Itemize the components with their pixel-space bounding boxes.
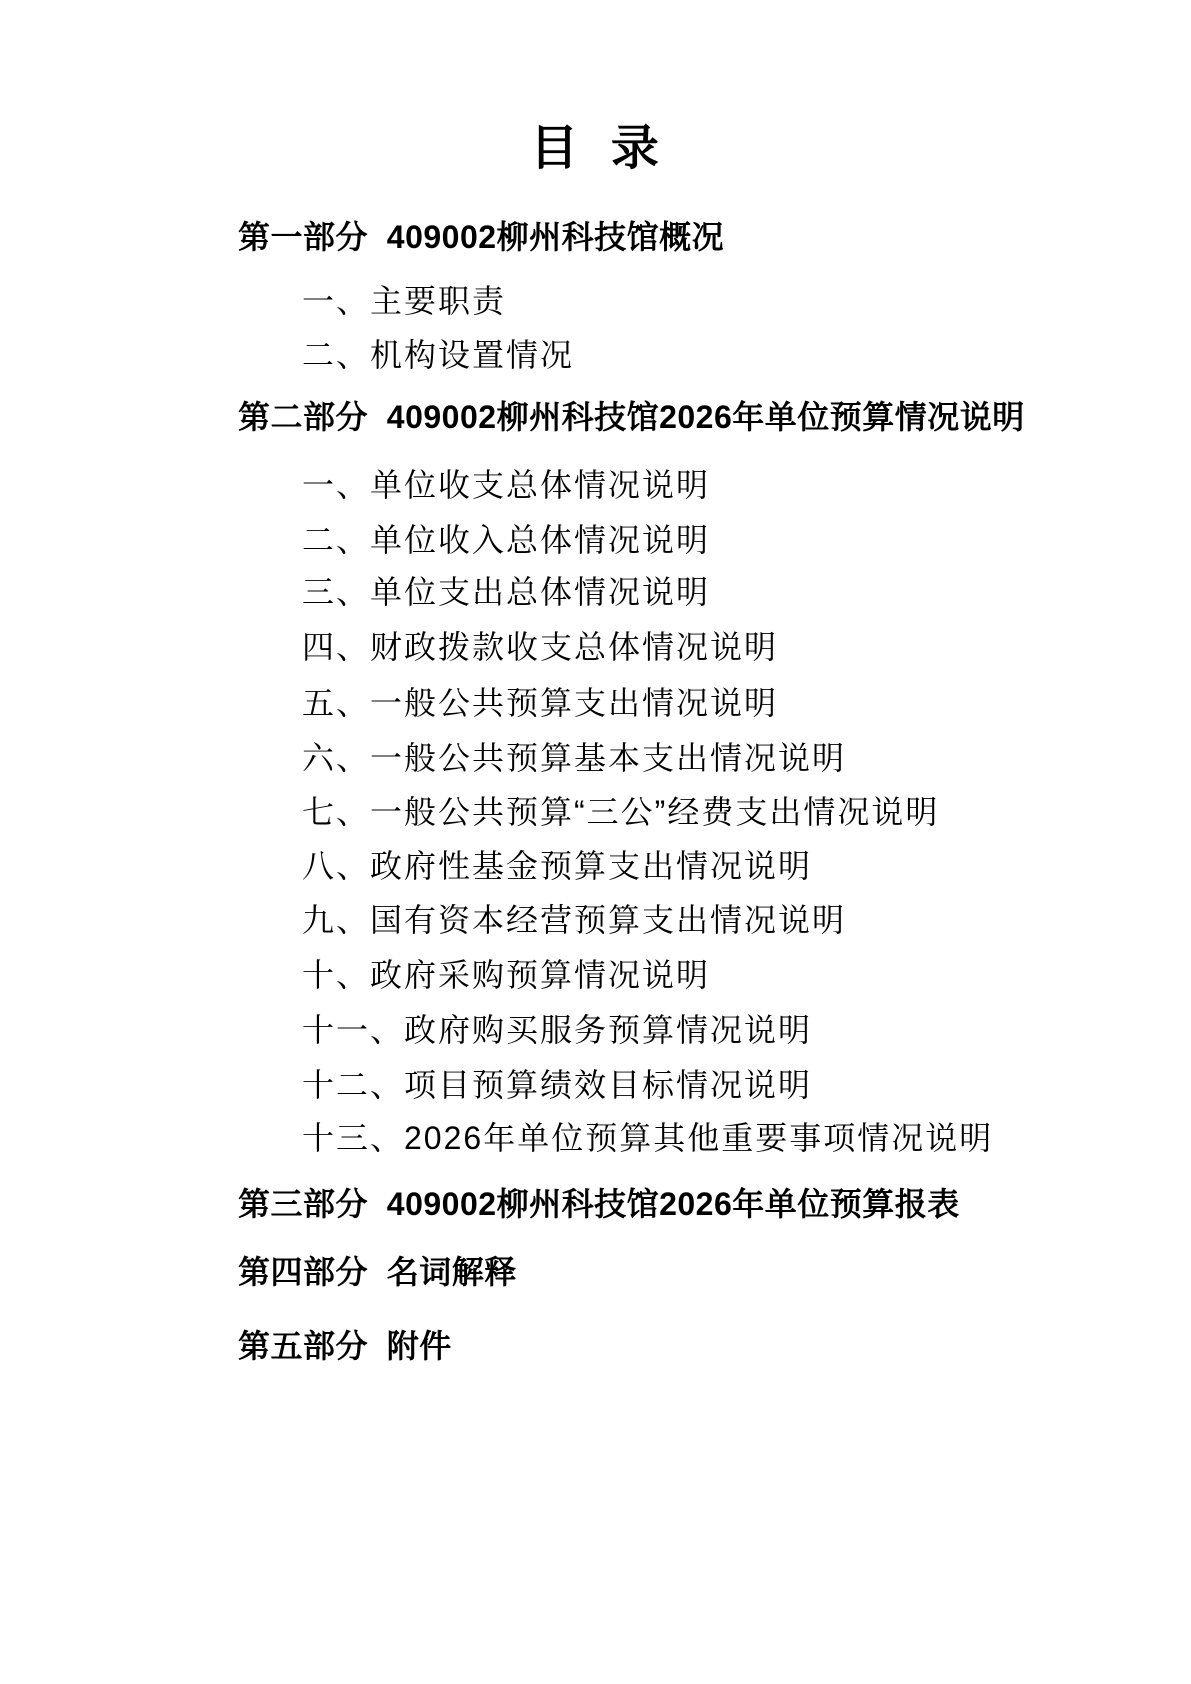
toc-item: 五、一般公共预算支出情况说明 (302, 685, 779, 721)
toc-item: 八、政府性基金预算支出情况说明 (302, 848, 813, 884)
toc-item: 十、政府采购预算情况说明 (302, 957, 711, 993)
toc-item: 二、机构设置情况 (302, 337, 575, 373)
toc-item: 一、主要职责 (302, 283, 507, 319)
toc-item: 一、单位收支总体情况说明 (302, 467, 711, 503)
toc-item: 十二、项目预算绩效目标情况说明 (302, 1067, 813, 1103)
toc-item: 二、单位收入总体情况说明 (302, 522, 711, 558)
section-heading-part4: 第四部分 名词解释 (238, 1254, 517, 1290)
toc-item: 七、一般公共预算“三公”经费支出情况说明 (302, 794, 940, 830)
toc-item: 四、财政拨款收支总体情况说明 (302, 629, 779, 665)
toc-item: 九、国有资本经营预算支出情况说明 (302, 902, 847, 938)
page-title: 目 录 (530, 122, 661, 175)
section-heading-part5: 第五部分 附件 (238, 1328, 452, 1364)
section-heading-part3: 第三部分 409002柳州科技馆2026年单位预算报表 (238, 1186, 960, 1222)
section-heading-part1: 第一部分 409002柳州科技馆概况 (238, 219, 725, 255)
toc-item: 十三、2026年单位预算其他重要事项情况说明 (302, 1120, 994, 1156)
toc-item: 十一、政府购买服务预算情况说明 (302, 1012, 813, 1048)
toc-item: 六、一般公共预算基本支出情况说明 (302, 740, 847, 776)
section-heading-part2: 第二部分 409002柳州科技馆2026年单位预算情况说明 (238, 399, 1025, 435)
toc-item: 三、单位支出总体情况说明 (302, 574, 711, 610)
